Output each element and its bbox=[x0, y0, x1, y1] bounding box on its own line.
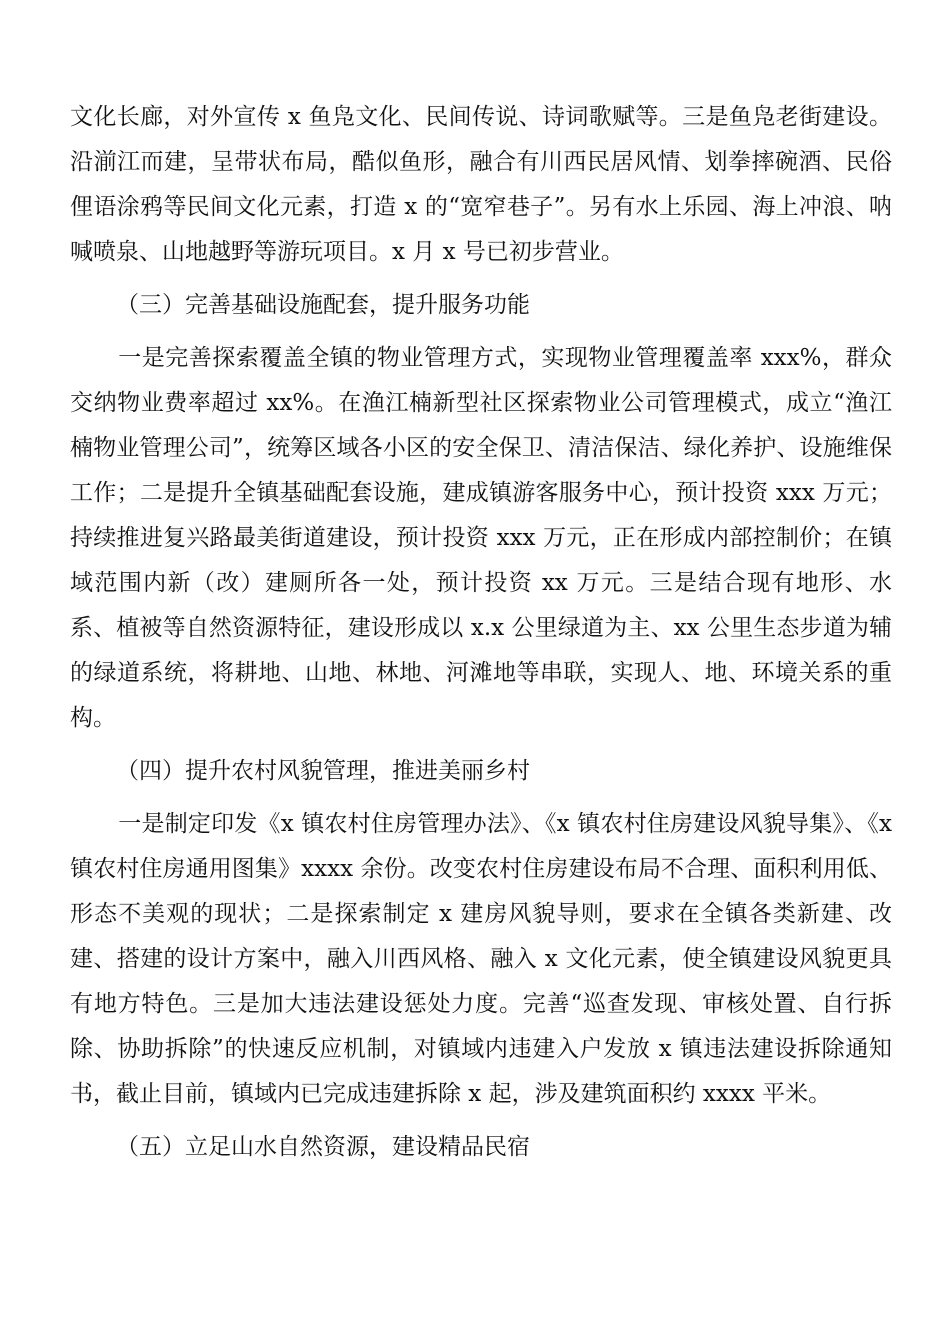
document-page bbox=[70, 95, 892, 1178]
section-heading-5: （五）立足山水自然资源，建设精品民宿 bbox=[116, 1134, 530, 1160]
section-heading-3: （三）完善基础设施配套，提升服务功能 bbox=[116, 292, 530, 318]
paragraph-rural-housing: 一是制定印发《x 镇农村住房管理办法》、《x 镇农村住房建设风貌导集》、《x 镇农村住房通用图集》xxxx 余份。改变农村住房建设布局不合理、面积利用低、形态不美观的现状；二是探索制定 x 建房风貌导则，要求在全镇各类新建、改建、搭建的设计方案中，融入川西风格、融入 x 文化元素，使全镇建设风貌更具有地方特色。三是加大违法建设惩处力度。完善“巡查发现、审核处置、自行拆除、协助拆除”的快速反应机制，对镇域内违建入户发放 x 镇违法建设拆除通知书，截止目前，镇域内已完成违建拆除 x 起，涉及建筑面积约 xxxx 平米。 bbox=[70, 811, 892, 1107]
paragraph-infrastructure: 一是完善探索覆盖全镇的物业管理方式，实现物业管理覆盖率 xxx%，群众交纳物业费率超过 xx%。在渔江楠新型社区探索物业公司管理模式，成立“渔江楠物业管理公司”，统筹区域各小区的安全保卫、清洁保洁、绿化养护、设施维保工作；二是提升全镇基础配套设施，建成镇游客服务中心，预计投资 xxx 万元；持续推进复兴路最美街道建设，预计投资 xxx 万元，正在形成内部控制价；在镇域范围内新（改）建厕所各一处，预计投资 xx 万元。三是结合现有地形、水系、植被等自然资源特征，建设形成以 x.x 公里绿道为主、xx 公里生态步道为辅的绿道系统，将耕地、山地、林地、河滩地等串联，实现人、地、环境关系的重构。 bbox=[70, 345, 892, 731]
section-heading-4: （四）提升农村风貌管理，推进美丽乡村 bbox=[116, 758, 530, 784]
paragraph-continuation: 文化长廊，对外宣传 x 鱼凫文化、民间传说、诗词歌赋等。三是鱼凫老街建设。沿湔江而建，呈带状布局，酷似鱼形，融合有川西民居风情、划拳摔碗酒、民俗俚语涂鸦等民间文化元素，打造 x 的“宽窄巷子”。另有水上乐园、海上冲浪、呐喊喷泉、山地越野等游玩项目。x 月 x 号已初步营业。 bbox=[70, 104, 892, 265]
